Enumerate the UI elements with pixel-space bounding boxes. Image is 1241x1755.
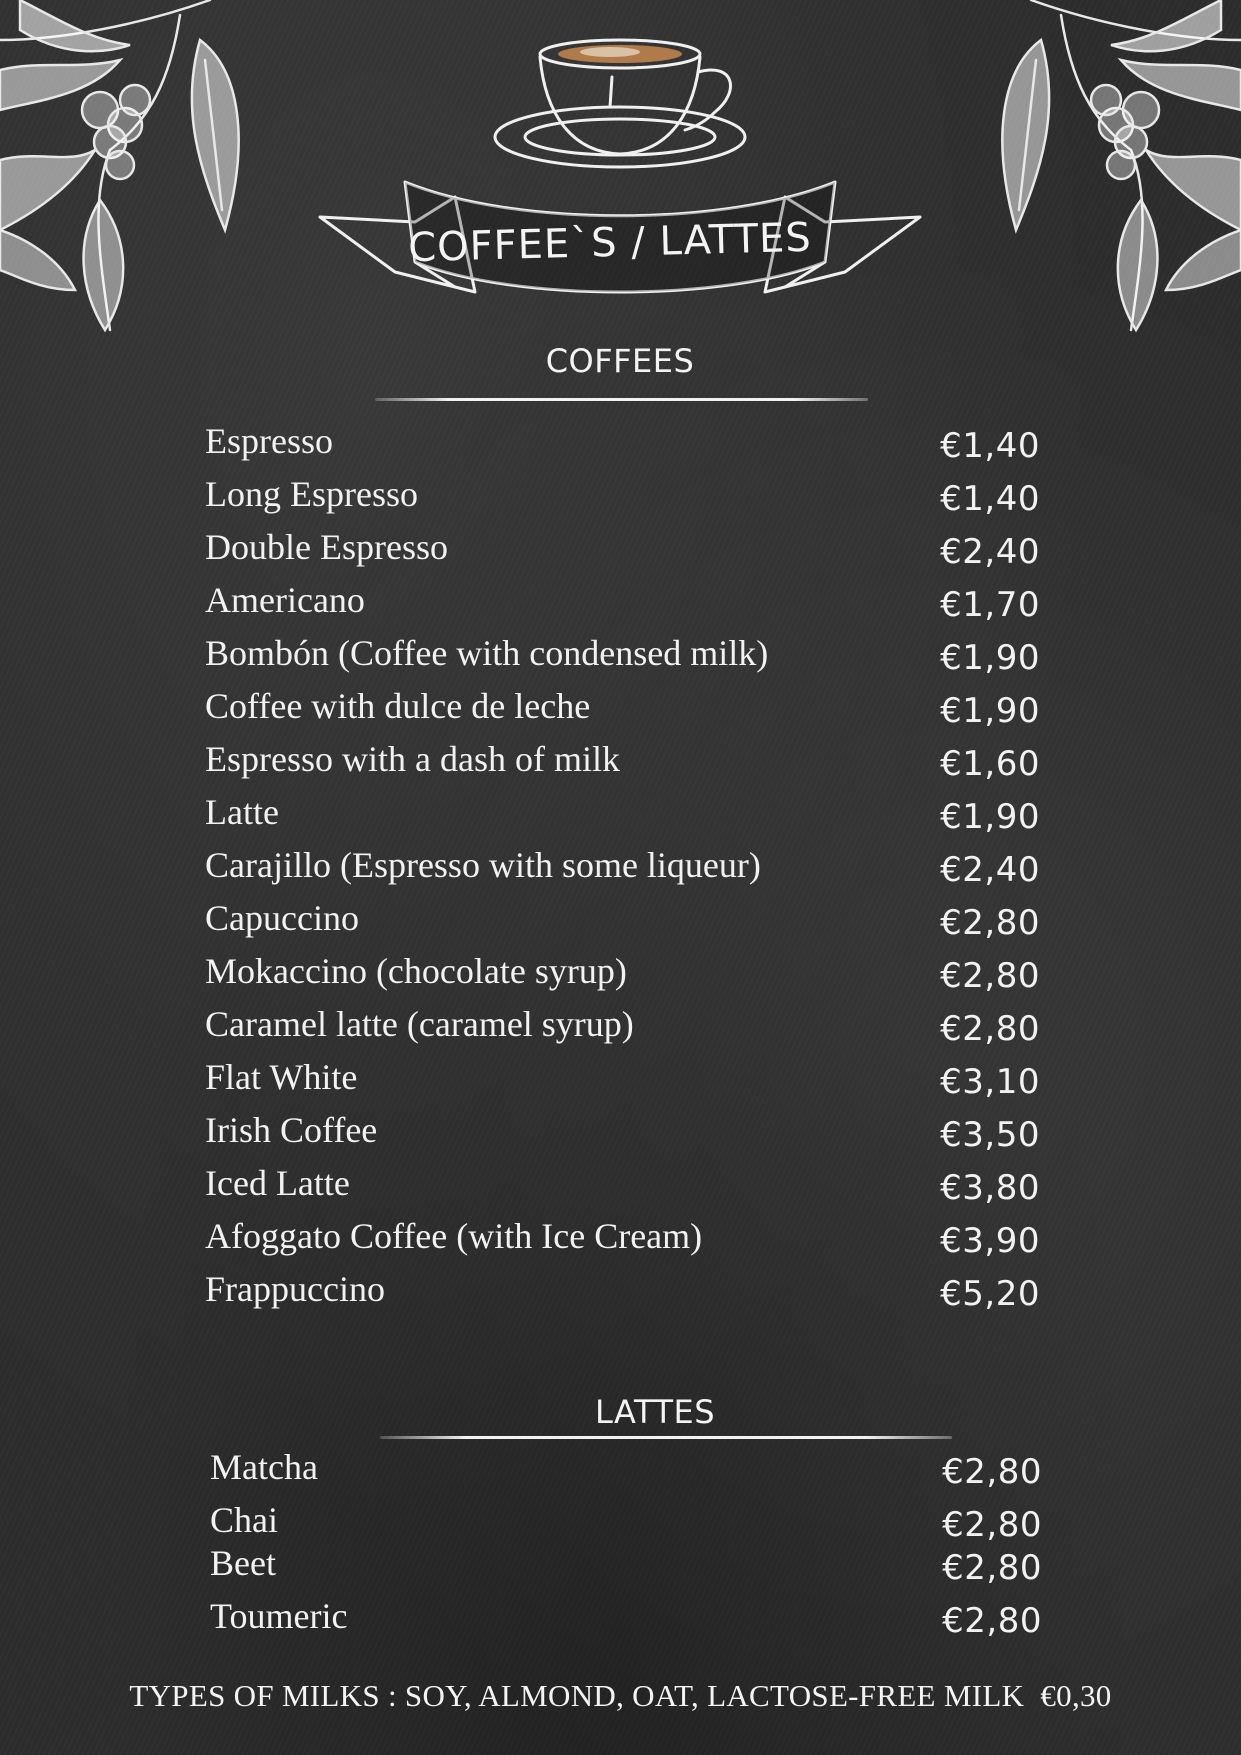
menu-item <box>205 632 1040 685</box>
menu-item <box>205 950 1040 1003</box>
item-name: Frappuccino <box>205 1269 385 1309</box>
item-price: €2,80 <box>940 1009 1040 1049</box>
item-name: Toumeric <box>210 1596 348 1636</box>
item-price: €2,80 <box>942 1452 1042 1492</box>
coffee-branch-right-icon <box>981 0 1241 340</box>
menu-item <box>205 897 1040 950</box>
menu-item <box>205 526 1040 579</box>
item-name: Carajillo (Espresso with some liqueur) <box>205 845 761 885</box>
menu-item <box>205 844 1040 897</box>
item-name: Matcha <box>210 1447 318 1487</box>
item-price: €1,90 <box>940 797 1040 837</box>
menu-item <box>205 1162 1040 1215</box>
item-name: Americano <box>205 580 365 620</box>
menu-item <box>205 1268 1040 1321</box>
menu-item <box>210 1499 1042 1545</box>
menu-item <box>205 1215 1040 1268</box>
menu-item <box>210 1446 1042 1499</box>
item-name: Double Espresso <box>205 527 448 567</box>
item-name: Beet <box>210 1543 276 1583</box>
item-name: Afoggato Coffee (with Ice Cream) <box>205 1216 703 1256</box>
lattes-divider <box>380 1436 952 1439</box>
item-price: €1,90 <box>940 691 1040 731</box>
item-price: €1,70 <box>940 585 1040 625</box>
lattes-list <box>210 1446 1042 1648</box>
item-price: €2,80 <box>940 956 1040 996</box>
item-price: €1,40 <box>940 479 1040 519</box>
page-title: COFFEE`S / LATTES <box>407 214 813 272</box>
item-price: €2,80 <box>940 903 1040 943</box>
menu-item <box>205 579 1040 632</box>
menu-item <box>205 473 1040 526</box>
coffee-branch-left-icon <box>0 0 260 340</box>
lattes-heading: LATTES <box>594 1393 716 1431</box>
item-name: Espresso with a dash of milk <box>205 739 620 779</box>
item-name: Mokaccino (chocolate syrup) <box>205 951 627 991</box>
item-name: Flat White <box>205 1057 358 1097</box>
menu-item <box>210 1542 1042 1595</box>
item-price: €1,40 <box>940 426 1040 466</box>
item-price: €2,80 <box>942 1505 1042 1545</box>
item-price: €3,10 <box>940 1062 1040 1102</box>
menu-item <box>205 1056 1040 1109</box>
item-price: €3,50 <box>940 1115 1040 1155</box>
menu-item <box>205 1109 1040 1162</box>
item-name: Caramel latte (caramel syrup) <box>205 1004 634 1044</box>
coffee-list <box>205 420 1040 1321</box>
item-price: €2,80 <box>942 1601 1042 1641</box>
item-price: €1,60 <box>940 744 1040 784</box>
item-price: €2,40 <box>940 532 1040 572</box>
item-price: €1,90 <box>940 638 1040 678</box>
item-name: Long Espresso <box>205 474 418 514</box>
item-price: €5,20 <box>940 1274 1040 1314</box>
item-name: Coffee with dulce de leche <box>205 686 591 726</box>
item-name: Bombón (Coffee with condensed milk) <box>205 633 769 673</box>
menu-item <box>205 791 1040 844</box>
menu-item <box>210 1595 1042 1648</box>
item-name: Latte <box>205 792 279 832</box>
item-name: Espresso <box>205 421 333 461</box>
item-name: Chai <box>210 1500 278 1540</box>
menu-item <box>205 738 1040 791</box>
menu-item <box>205 420 1040 473</box>
coffees-divider <box>375 398 868 401</box>
item-price: €3,90 <box>940 1221 1040 1261</box>
milk-options-note: TYPES OF MILKS : SOY, ALMOND, OAT, LACTOSE-FREE MILK €0,30 <box>129 1678 1112 1713</box>
menu-item <box>205 685 1040 738</box>
item-name: Irish Coffee <box>205 1110 378 1150</box>
coffees-heading: COFFEES <box>545 342 695 380</box>
item-price: €2,40 <box>940 850 1040 890</box>
item-name: Capuccino <box>205 898 359 938</box>
menu-item <box>205 1003 1040 1056</box>
item-name: Iced Latte <box>205 1163 350 1203</box>
item-price: €2,80 <box>942 1548 1042 1588</box>
item-price: €3,80 <box>940 1168 1040 1208</box>
